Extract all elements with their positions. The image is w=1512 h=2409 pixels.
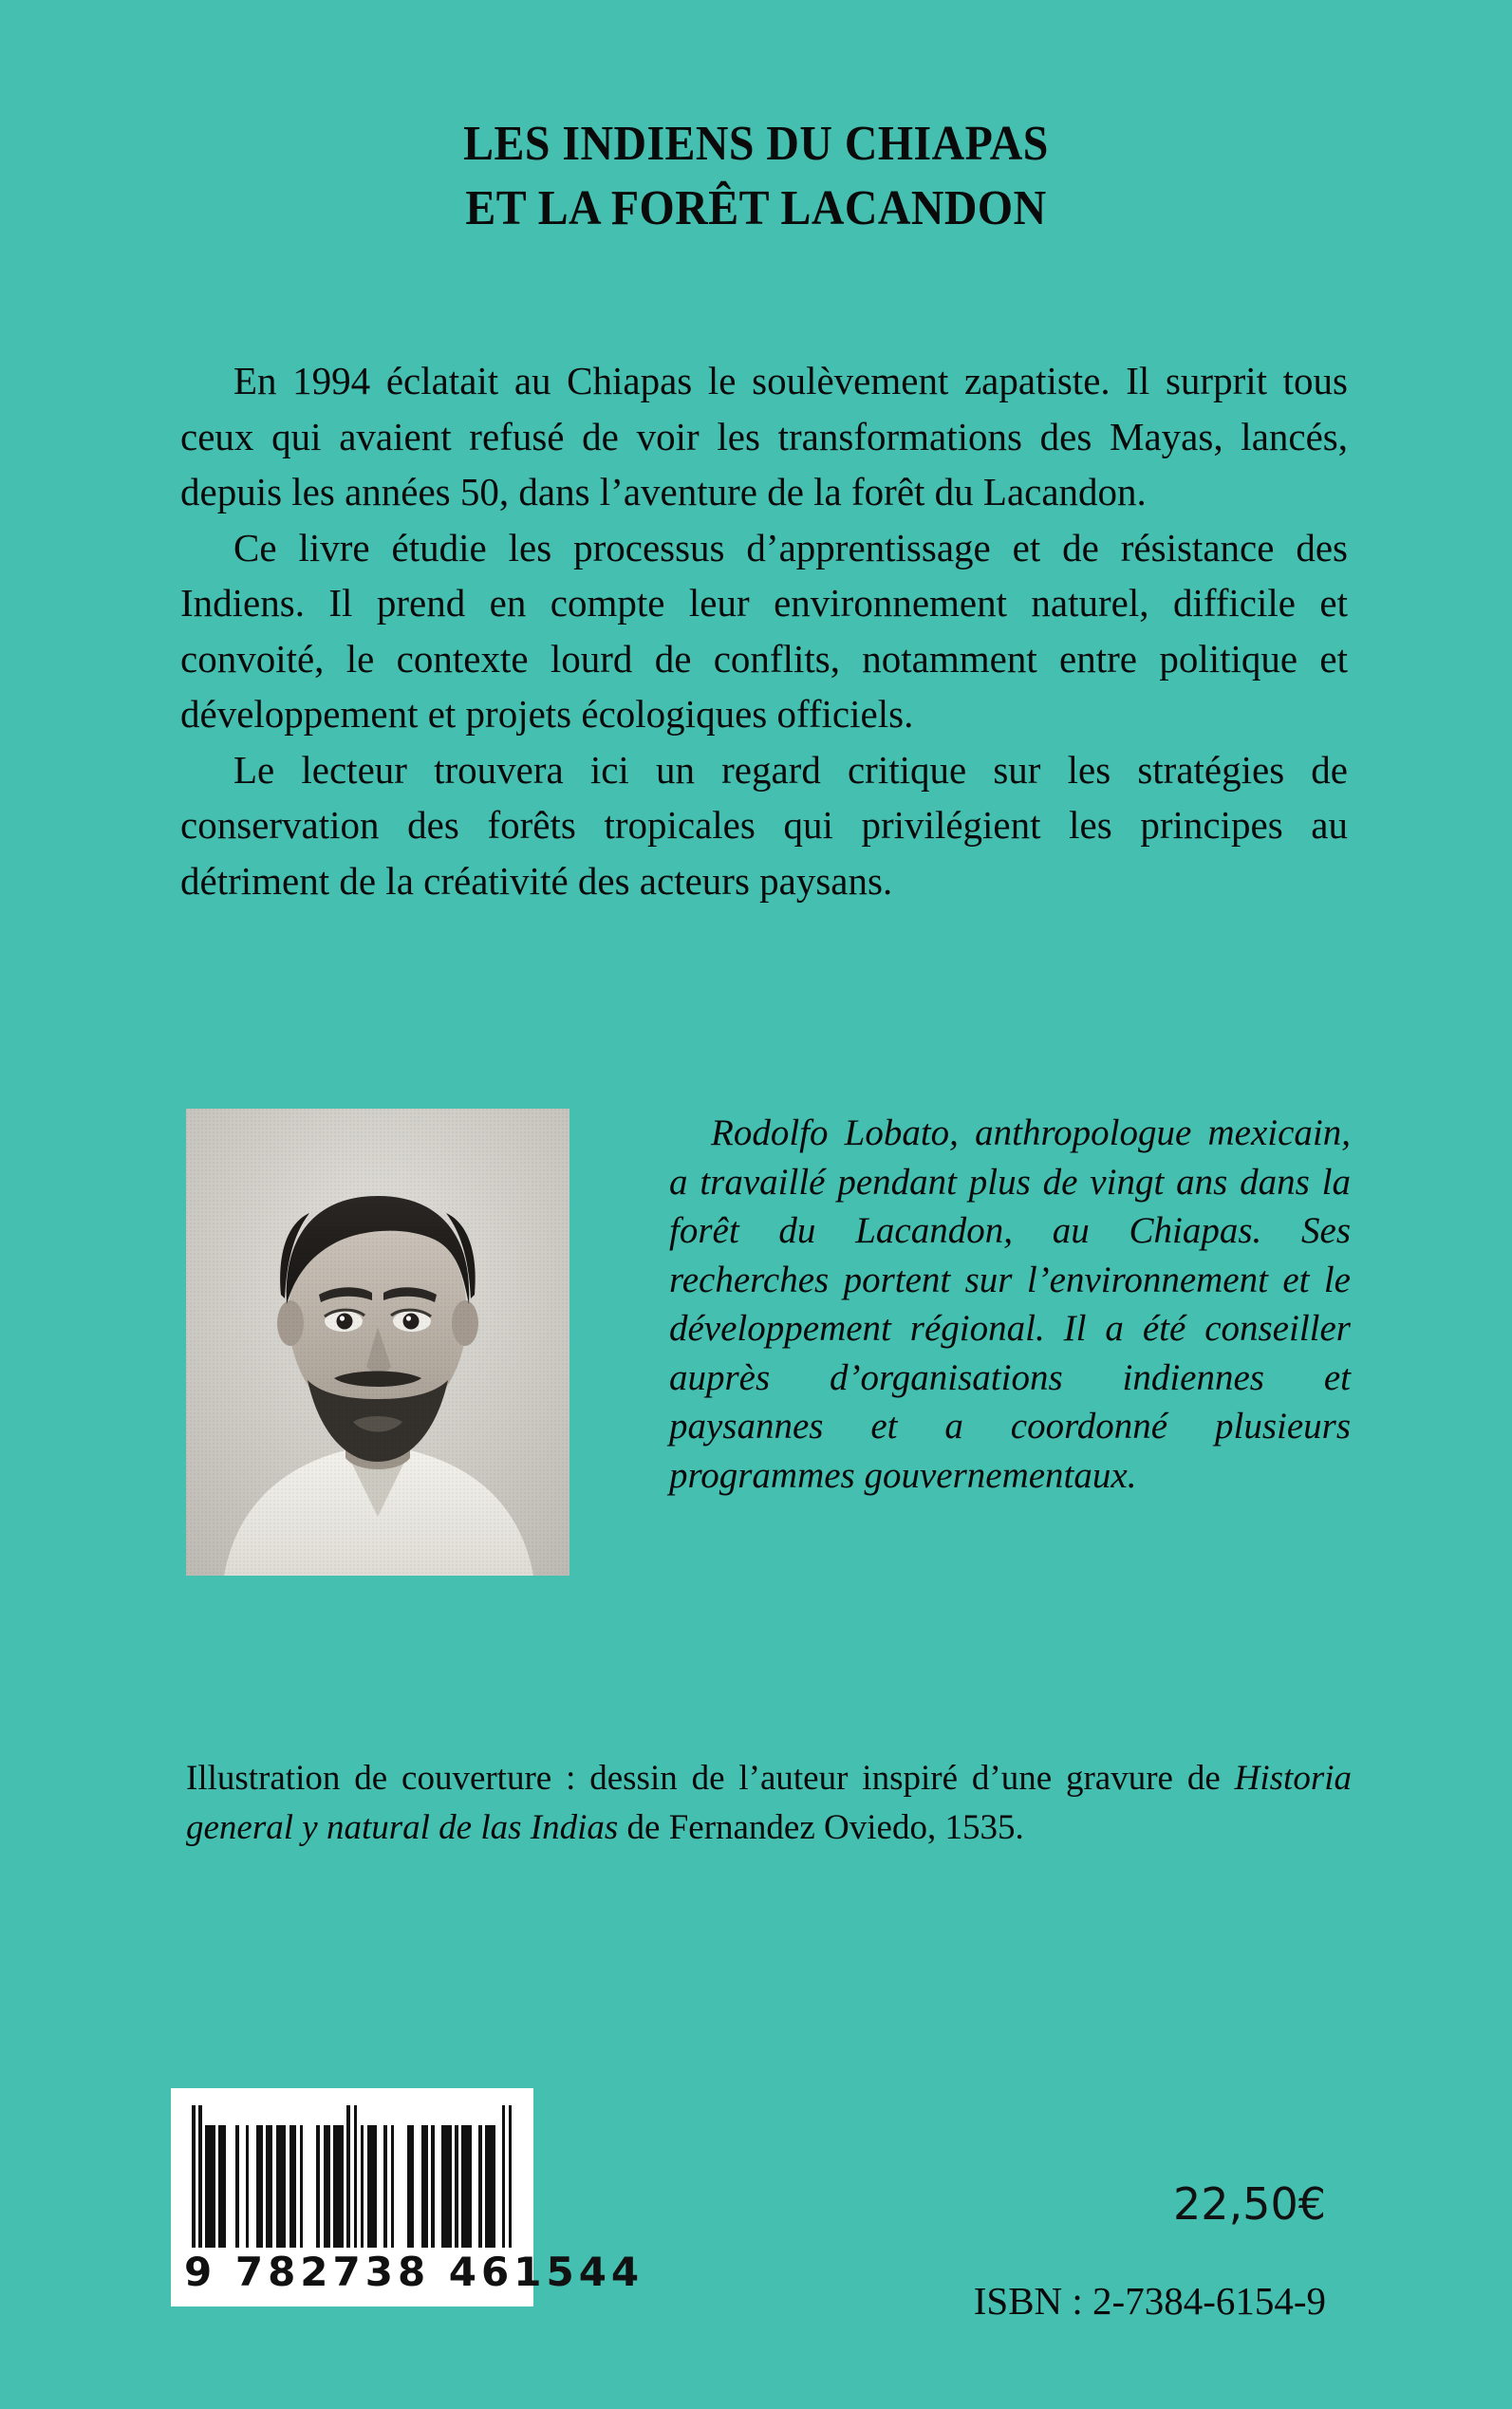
barcode-bars — [192, 2105, 513, 2248]
barcode-bar — [461, 2125, 472, 2248]
title-line-1: LES INDIENS DU CHIAPAS — [463, 117, 1049, 171]
barcode-bar — [472, 2125, 478, 2248]
barcode-bar — [276, 2125, 287, 2248]
price-label: 22,50€ — [1173, 2178, 1326, 2230]
barcode-bar — [407, 2125, 414, 2248]
credit-prefix: Illustration de couverture : dessin de l’auteur inspiré d’une gravure de — [186, 1759, 1235, 1798]
barcode-bar — [435, 2125, 441, 2248]
barcode-bar — [421, 2125, 428, 2248]
author-bio — [669, 1109, 1351, 1500]
barcode-bar — [333, 2125, 344, 2248]
blurb-paragraph-1: En 1994 éclatait au Chiapas le soulèvement zapatiste. Il surprit tous ceux qui avaient refusé de voir les transformations des Mayas, lancés, depuis les années 50, dans l’aventure de la forêt du Lacandon. — [180, 359, 1348, 514]
barcode-bar — [485, 2125, 495, 2248]
barcode-bar — [289, 2125, 296, 2248]
barcode-bar — [324, 2125, 330, 2248]
barcode-bar — [441, 2125, 452, 2248]
isbn-label: ISBN : 2-7384-6154-9 — [973, 2279, 1326, 2323]
barcode-bar — [414, 2125, 420, 2248]
illustration-credit — [186, 1754, 1352, 1853]
page-title — [0, 112, 1512, 241]
blurb-text — [180, 353, 1348, 908]
barcode-bar — [256, 2125, 263, 2248]
title-line-2: ET LA FORÊT LACANDON — [465, 181, 1047, 235]
blurb-paragraph-2: Ce livre étudie les processus d’apprentissage et de résistance des Indiens. Il prend en compte leur environnement naturel, difficile et convoité, le contexte lourd de conflits, notamment entre politique et développement et projets écologiques officiels. — [180, 525, 1348, 736]
portrait-image — [186, 1109, 569, 1576]
blurb-paragraph-3: Le lecteur trouvera ici un regard critique sur les stratégies de conservation des forêts tropicales qui privilégient les principes au détriment de la créativité des acteurs paysans. — [180, 747, 1348, 903]
barcode-bar — [495, 2125, 502, 2248]
barcode-bar — [367, 2125, 378, 2248]
barcode-bar — [377, 2125, 383, 2248]
credit-suffix: de Fernandez Oviedo, 1535. — [618, 1808, 1024, 1847]
barcode-bar — [266, 2125, 272, 2248]
author-bio-paragraph: Rodolfo Lobato, anthropologue mexicain, a travaillé pendant plus de vingt ans dans la forêt du Lacandon, au Chiapas. Ses recherches portent sur l’environnement et le développement régional. Il a été conseiller auprès d’organisations indiennes et paysannes et a coordonné plusieurs programmes gouvernementaux. — [669, 1112, 1351, 1496]
barcode-bar — [226, 2125, 236, 2248]
barcode-bar — [303, 2125, 316, 2248]
credit-work-title: Historia general y natural de las Indias — [186, 1759, 1352, 1847]
barcode-bar — [205, 2125, 215, 2248]
barcode-bar — [239, 2125, 246, 2248]
author-section — [186, 1109, 1353, 1576]
barcode-bar — [249, 2125, 255, 2248]
barcode — [171, 2088, 644, 2306]
barcode-bar — [394, 2125, 407, 2248]
credit-paragraph — [186, 1754, 1352, 1853]
barcode-digits: 9 782738 461544 — [184, 2248, 644, 2295]
author-portrait — [186, 1109, 569, 1576]
barcode-bar — [218, 2125, 225, 2248]
barcode-bar — [509, 2105, 513, 2248]
